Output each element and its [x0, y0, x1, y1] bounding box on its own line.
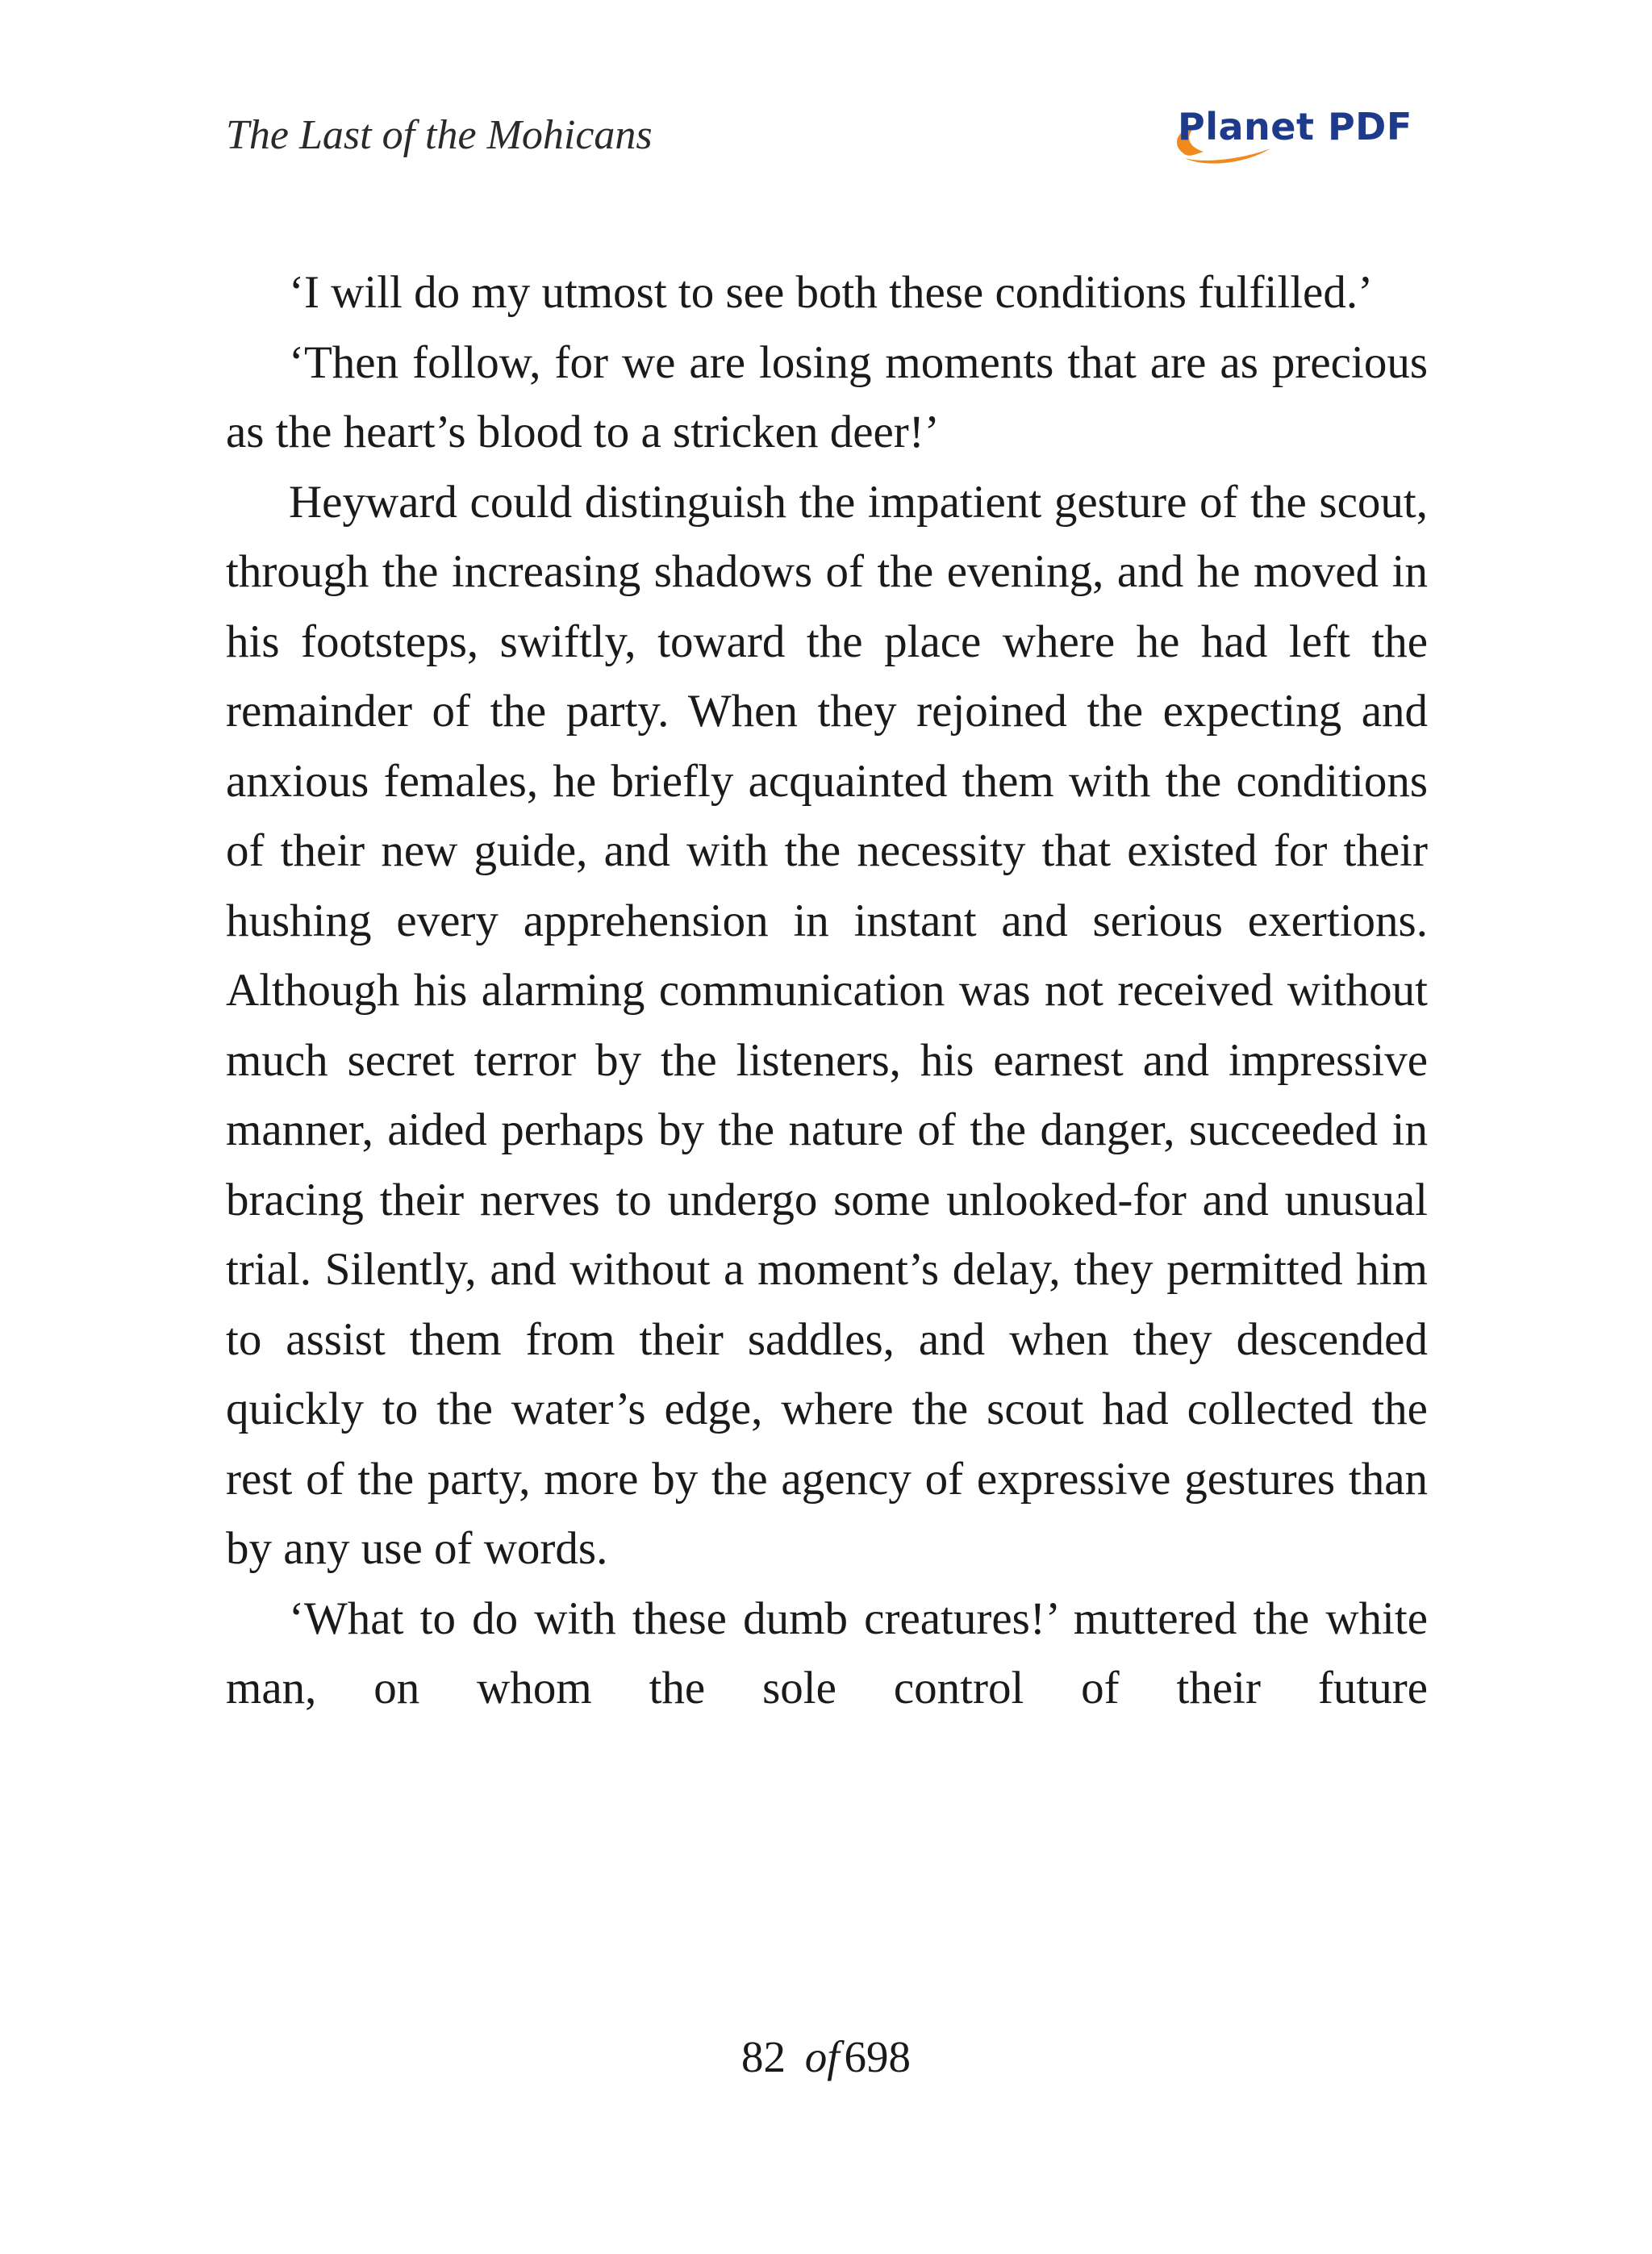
planet-pdf-logo: [1162, 105, 1428, 169]
paragraph: ‘What to do with these dumb creatures!’ muttered the white man, on whom the sole control of their future: [226, 1592, 1428, 1713]
paragraph: ‘I will do my utmost to see both these conditions fulfilled.’: [289, 267, 1374, 318]
body-text: [226, 258, 1428, 1724]
running-title: The Last of the Mohicans: [226, 112, 653, 158]
total-pages: 698: [844, 2032, 912, 2081]
paragraph: ‘Then follow, for we are losing moments that are as precious as the heart’s blood to a stricken deer!’: [226, 336, 1428, 457]
page-number: 82: [740, 2032, 786, 2081]
of-label: of: [804, 2032, 840, 2081]
page-header: [226, 105, 1428, 169]
page-footer: [0, 2031, 1652, 2082]
logo-text: Planet PDF: [1178, 105, 1412, 148]
paragraph: Heyward could distinguish the impatient gesture of the scout, through the increasing shadows of the evening, and he moved in his footsteps, swiftly, toward the place where he had left the remainder of the party. When they rejoined the expecting and anxious females, he briefly acquainted them with the conditions of their new guide, and with the necessity that existed for their hushing every apprehension in instant and serious exertions. Although his alarming communication was not received without much secret terror by the listeners, his earnest and impressive manner, aided perhaps by the nature of the danger, succeeded in bracing their nerves to undergo some unlooked-for and unusual trial. Silently, and without a moment’s delay, they permitted him to assist them from their saddles, and when they descended quickly to the water’s edge, where the scout had collected the rest of the party, more by the agency of expressive gestures than by any use of words.: [226, 476, 1428, 1574]
